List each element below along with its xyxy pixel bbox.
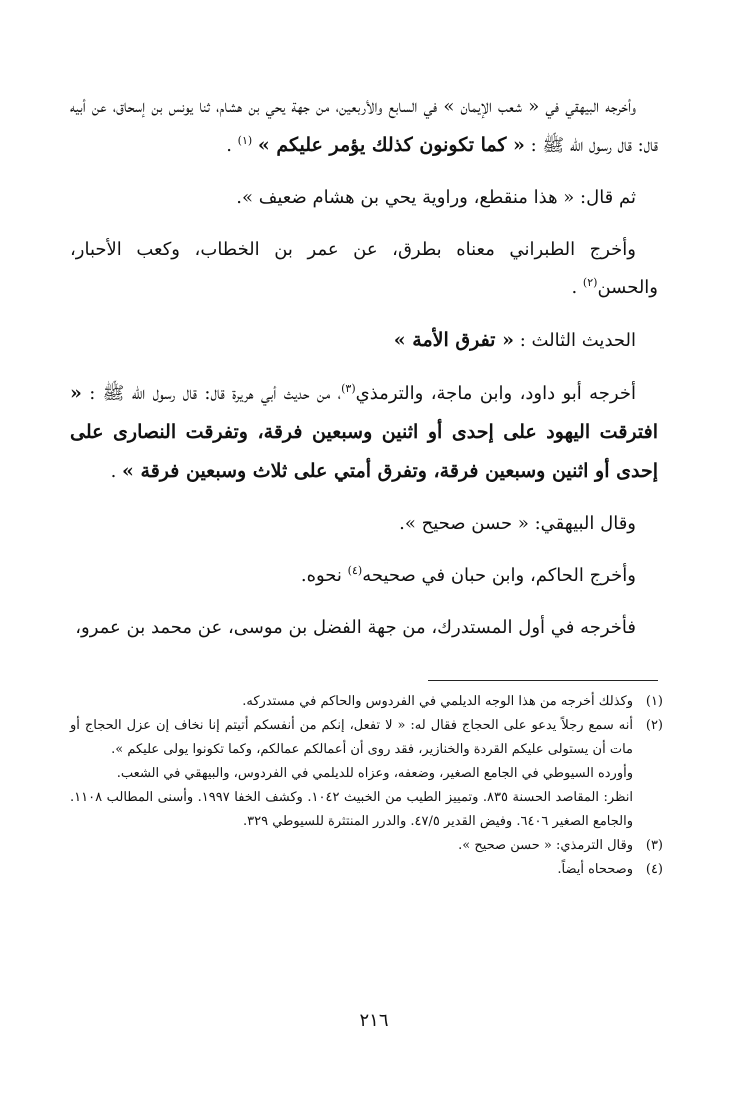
footnote-number: (٣) <box>645 838 663 853</box>
paragraph-6-end: نحوه. <box>300 565 348 586</box>
footnote-number: (٤) <box>645 862 663 877</box>
footnote-text: وكذلك أخرجه من هذا الوجه الديلمي في الفردوس والحاكم في مستدركه. <box>242 694 633 709</box>
footnote-2-continuation-2: انظر: المقاصد الحسنة ٨٣٥. وتمييز الطيب من الخبيث ١٠٤٢. وكشف الخفا ١٩٩٧. وأسنى المطالب ١١٠٨. والجامع الصغير ٦٤٠٦. وفيض القدير ٤٧/٥. والدرر المنتثرة للسيوطي ٣٢٩. <box>70 790 633 829</box>
footnotes <box>70 690 663 882</box>
paragraph-6 <box>70 557 658 595</box>
paragraph-6-text: وأخرج الحاكم، وابن حبان في صحيحه <box>362 565 636 586</box>
footnote-text: وصححاه أيضاً. <box>557 862 633 877</box>
hadith-quote-1: « كما تكونون كذلك يؤمر عليكم » <box>257 134 525 156</box>
footnote-number: (٢) <box>645 718 663 733</box>
footnote-ref-2[interactable]: (٢) <box>582 276 598 289</box>
footnote-ref-3[interactable]: (٣) <box>341 382 356 395</box>
paragraph-4 <box>70 374 658 491</box>
footnote-ref-4[interactable]: (٤) <box>347 564 363 577</box>
paragraph-1-text: وأخرجه البيهقي في « شعب الإيمان » في السابع والأربعين، من جهة يحي بن هشام، ثنا يونس بن إسحاق، عن أبيه قال: قال رسول الله ﷺ : <box>70 96 658 156</box>
footnote-number: (١) <box>645 694 663 709</box>
footnote-text: وقال الترمذي: « حسن صحيح ». <box>458 838 633 853</box>
footnote-2-continuation-1: وأورده السيوطي في الجامع الصغير، وضعفه، وعزاه للديلمي في الفردوس، والبيهقي في الشعب. <box>116 766 633 781</box>
footnote-divider <box>428 680 658 681</box>
main-text <box>70 88 658 661</box>
footnote-1 <box>70 690 663 714</box>
hadith-quote-2: « افترقت اليهود على إحدى أو اثنين وسبعين فرقة، وتفرقت النصارى على إحدى أو اثنين وسبعين فرقة، وتفرق أمتي على ثلاث وسبعين فرقة » <box>70 382 658 482</box>
paragraph-5: وقال البيهقي: « حسن صحيح ». <box>399 513 636 534</box>
section-heading <box>70 321 658 360</box>
paragraph-3 <box>70 231 658 307</box>
paragraph-1 <box>70 88 658 165</box>
paragraph-4-text-2: ، من حديث أبي هريرة قال: قال رسول الله ﷺ : <box>81 383 342 404</box>
footnote-4 <box>70 858 663 882</box>
page-number: ٢١٦ <box>359 1010 389 1031</box>
paragraph-1-end: . <box>226 135 238 156</box>
footnote-text: أنه سمع رجلاً يدعو على الحجاج فقال له: « لا تفعل، إنكم من أنفسكم أتيتم إنا نخاف إن عزل الحجاج أو مات أن يستولى عليكم القردة والخنازير، فقد روى أن أعمالكم عمالكم، وكما تكونوا يولى عليكم ». <box>70 718 634 757</box>
paragraph-7: فأخرجه في أول المستدرك، من جهة الفضل بن موسى، عن محمد بن عمرو، <box>75 617 636 638</box>
paragraph-4-text-1: أخرجه أبو داود، وابن ماجة، والترمذي <box>355 383 636 404</box>
paragraph-4-end: . <box>110 461 123 482</box>
heading-title: « تفرق الأمة » <box>393 329 514 351</box>
footnote-3 <box>70 834 663 858</box>
paragraph-3-text: وأخرج الطبراني معناه بطرق، عن عمر بن الخطاب، وكعب الأحبار، والحسن <box>70 239 658 298</box>
heading-label: الحديث الثالث : <box>513 330 636 351</box>
footnote-ref-1[interactable]: (١) <box>237 134 253 147</box>
footnote-2 <box>70 714 663 762</box>
paragraph-3-end: . <box>571 277 583 298</box>
paragraph-2: ثم قال: « هذا منقطع، وراوية يحي بن هشام ضعيف ». <box>236 187 636 208</box>
